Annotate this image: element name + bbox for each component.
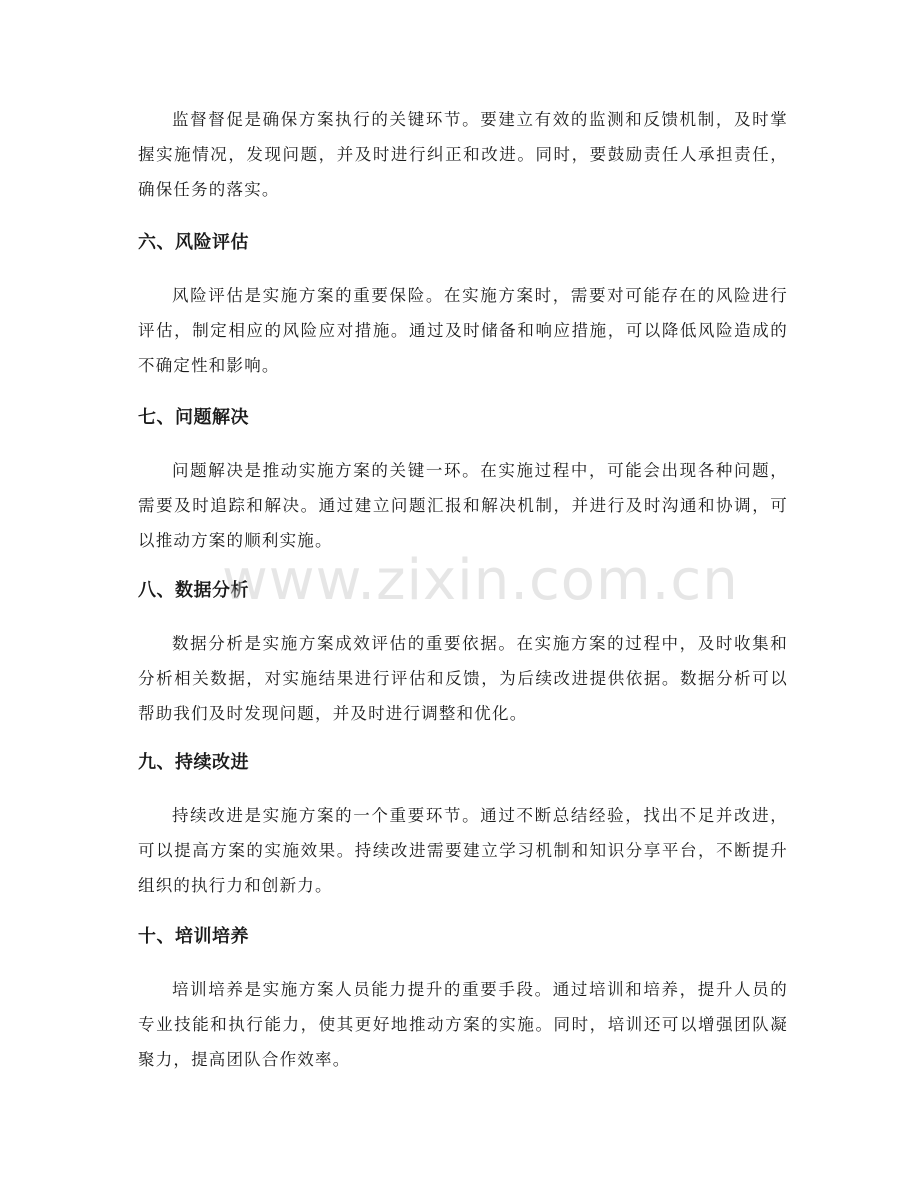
paragraph-training: 培训培养是实施方案人员能力提升的重要手段。通过培训和培养，提升人员的专业技能和执行能力，使其更好地推动方案的实施。同时，培训还可以增强团队凝聚力，提高团队合作效率。 bbox=[138, 980, 788, 1069]
paragraph-supervision: 监督督促是确保方案执行的关键环节。要建立有效的监测和反馈机制，及时掌握实施情况，发现问题，并及时进行纠正和改进。同时，要鼓励责任人承担责任，确保任务的落实。 bbox=[138, 110, 788, 199]
heading-data-analysis: 八、数据分析 bbox=[138, 580, 249, 601]
heading-problem-solving: 七、问题解决 bbox=[138, 407, 249, 428]
watermark: www.zixin.com.cn bbox=[222, 548, 739, 613]
paragraph-data-analysis: 数据分析是实施方案成效评估的重要依据。在实施方案的过程中，及时收集和分析相关数据，对实施结果进行评估和反馈，为后续改进提供依据。数据分析可以帮助我们及时发现问题，并及时进行调整和优化。 bbox=[138, 634, 788, 723]
heading-risk-assessment: 六、风险评估 bbox=[138, 232, 249, 253]
paragraph-continuous-improvement: 持续改进是实施方案的一个重要环节。通过不断总结经验，找出不足并改进，可以提高方案的实施效果。持续改进需要建立学习机制和知识分享平台，不断提升组织的执行力和创新力。 bbox=[138, 806, 788, 895]
heading-training: 十、培训培养 bbox=[138, 926, 249, 947]
heading-continuous-improvement: 九、持续改进 bbox=[138, 752, 249, 773]
paragraph-problem-solving: 问题解决是推动实施方案的关键一环。在实施过程中，可能会出现各种问题，需要及时追踪和解决。通过建立问题汇报和解决机制，并进行及时沟通和协调，可以推动方案的顺利实施。 bbox=[138, 461, 788, 550]
paragraph-risk-assessment: 风险评估是实施方案的重要保险。在实施方案时，需要对可能存在的风险进行评估，制定相应的风险应对措施。通过及时储备和响应措施，可以降低风险造成的不确定性和影响。 bbox=[138, 286, 788, 375]
